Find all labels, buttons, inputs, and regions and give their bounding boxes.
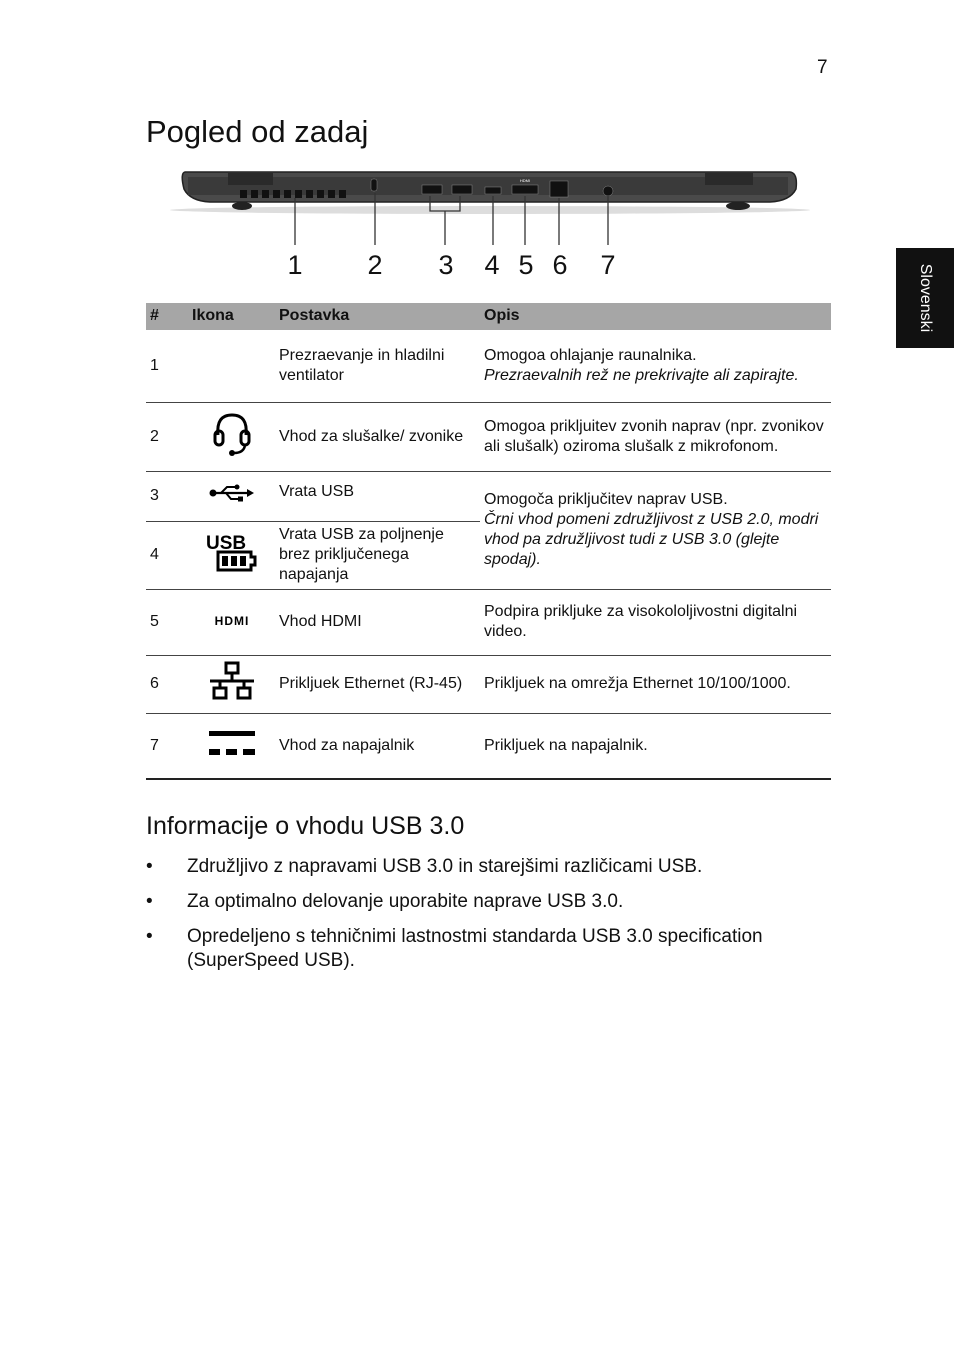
row-num: 1 [146, 330, 188, 402]
hdmi-port-label: HDMI [519, 178, 531, 183]
row-item: Vrata USB [275, 471, 480, 521]
header-item: Postavka [275, 303, 480, 330]
ports-table [146, 303, 831, 780]
page-number: 7 [817, 57, 828, 78]
laptop-rear-view-diagram [160, 165, 820, 285]
svg-text:USB: USB [205, 533, 246, 554]
page-title: Pogled od zadaj [146, 114, 369, 149]
usb-icon [209, 484, 255, 502]
table-row [146, 589, 831, 655]
callout-7: 7 [600, 250, 616, 280]
callout-6: 6 [552, 250, 568, 280]
callout-1: 1 [287, 250, 303, 280]
table-row [146, 471, 831, 521]
list-item: • Združljivo z napravami USB 3.0 in starejšimi različicami USB. [146, 855, 836, 879]
list-item: • Opredeljeno s tehničnimi lastnostmi standarda USB 3.0 specification (SuperSpeed USB). [146, 925, 836, 973]
callout-3: 3 [438, 250, 454, 280]
row-desc-usb-shared [480, 471, 831, 589]
header-num: # [146, 303, 188, 330]
dc-power-icon [208, 728, 256, 758]
header-desc: Opis [480, 303, 831, 330]
row-num: 5 [146, 589, 188, 655]
table-row [146, 330, 831, 402]
row-item: Prikljuek Ethernet (RJ-45) [275, 655, 480, 713]
callout-4: 4 [484, 250, 500, 280]
ethernet-icon [208, 661, 256, 701]
table-row [146, 655, 831, 713]
row-desc-text: Omogoa ohlajanje raunalnika. [484, 346, 697, 364]
headset-icon [212, 411, 252, 457]
table-header-row [146, 303, 831, 330]
callout-2: 2 [367, 250, 383, 280]
row-desc: Prikljuek na omrežja Ethernet 10/100/1000. [480, 655, 831, 713]
usb3-bullet-list [146, 855, 836, 984]
row-num: 7 [146, 713, 188, 779]
row-num: 4 [146, 521, 188, 589]
language-tab-label: Slovenski [917, 263, 934, 333]
usb-desc-text: Omogoča priključitev naprav USB. [484, 491, 728, 508]
row-desc: Prikljuek na napajalnik. [480, 713, 831, 779]
header-icon: Ikona [188, 303, 275, 330]
row-item: Vhod za slušalke/ zvonike [275, 402, 480, 471]
row-desc [480, 330, 831, 402]
row-desc-note: Prezraevalnih rež ne prekrivajte ali zapirajte. [484, 366, 799, 384]
row-item: Vrata USB za poljnenje brez priključenega napajanja [275, 521, 480, 589]
row-item: Vhod HDMI [275, 589, 480, 655]
usb-desc-note: Črni vhod pomeni združljivost z USB 2.0, modri vhod pa združljivost tudi z USB 3.0 (glejte spodaj). [484, 511, 819, 568]
language-tab [896, 248, 954, 348]
usb3-section-title: Informacije o vhodu USB 3.0 [146, 812, 465, 840]
row-desc: Omogoa prikljuitev zvonih naprav (npr. zvonikov ali slušalk) oziroma slušalk z mikrofonom. [480, 402, 831, 471]
row-num: 6 [146, 655, 188, 713]
svg-text:HDMI: HDMI [214, 614, 249, 626]
table-row [146, 402, 831, 471]
row-desc: Podpira prikljuke za visokololjivostni digitalni video. [480, 589, 831, 655]
row-num: 2 [146, 402, 188, 471]
hdmi-icon [206, 614, 258, 626]
callout-5: 5 [518, 250, 534, 280]
row-item: Vhod za napajalnik [275, 713, 480, 779]
row-item: Prezraevanje in hladilni ventilator [275, 330, 480, 402]
usb-charging-icon [204, 531, 260, 573]
row-num: 3 [146, 471, 188, 521]
row-icon [188, 330, 275, 402]
table-row [146, 713, 831, 779]
list-item: • Za optimalno delovanje uporabite naprave USB 3.0. [146, 890, 836, 914]
